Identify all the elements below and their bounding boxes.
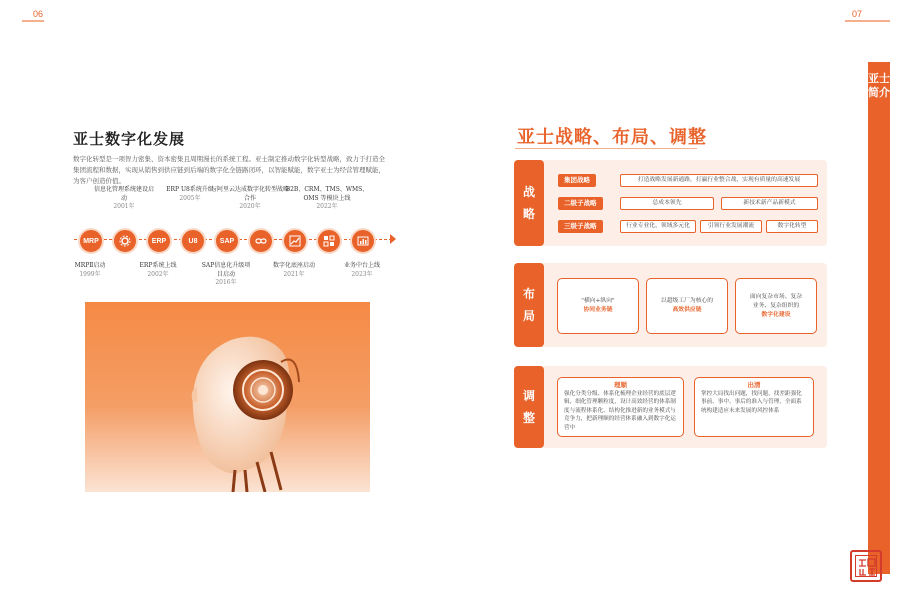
link-icon (248, 228, 274, 254)
layout-box-supply-chain: 以超级工厂为核心的 高效供应链 (646, 278, 728, 334)
secondary-strategy-item: 总成本领先 (620, 197, 714, 210)
digital-development-intro: 数字化转型是一项智力密集、资本密集且周期漫长的系统工程。亚士制定推动数字化转型战略，致力于打造全集团流程和数据，实现从销售到供应链到后端的数字化全链路闭环，以智能赋能，数字亚士为经营管理赋能，为客户创造价值。 (73, 155, 385, 185)
timeline-event-bottom: ERP系统上线 2002年 (139, 262, 177, 278)
seal-inner-frame (855, 555, 877, 577)
tertiary-strategy-tag: 三级子战略 (558, 220, 603, 233)
u8-icon: U8 (180, 228, 206, 254)
group-strategy-item: 打造战略发展新通路，打赢行业整合战，实现有质量的高速发展 (620, 174, 818, 187)
layout-box-digital-construction: 面向复杂市场、复杂 业务、复杂组织的 数字化建设 (735, 278, 817, 334)
layout-box-business-chain: "横向+纵向" 协同业务链 (557, 278, 639, 334)
erp-icon: ERP (146, 228, 172, 254)
timeline-event-top: ERP U8系统升级 2005年 (166, 186, 214, 202)
strategy-panel (514, 160, 827, 246)
timeline-arrow-icon (390, 234, 396, 244)
page-number-underline-left (22, 20, 44, 22)
layout-panel (514, 263, 827, 347)
timeline-event-top: B2B、CRM、TMS、WMS、OMS 等模块上线 2022年 (285, 186, 369, 210)
side-tab-label: 亚士简介 (868, 72, 890, 99)
adjust-box-streamline: 理顺 强化分类分级、体系化梳理企业经营的底层逻辑，细化管理颗粒度，设计高效经营的体系制度与流程体系化、结构化推进新的业务模式与竞争力，把新理顺的经营体系融入到数字化运营中 (557, 377, 684, 437)
adjust-label: 调 整 (514, 366, 544, 448)
chart-icon (282, 228, 308, 254)
title-underline (515, 148, 697, 149)
page-number-left: 06 (33, 9, 44, 19)
group-strategy-tag: 集团战略 (558, 174, 596, 187)
secondary-strategy-tag: 二级子战略 (558, 197, 603, 210)
tertiary-strategy-item: 行业专业化，领域多元化 (620, 220, 696, 233)
grid-icon (316, 228, 342, 254)
timeline-event-top: 与阿里云达成数字化转型战略合作 2020年 (210, 186, 289, 210)
seal-logo (850, 550, 882, 582)
timeline-event-bottom: 数字化底座启动 2021年 (272, 262, 315, 278)
dashboard-icon (350, 228, 376, 254)
mrp-icon: MRP (78, 228, 104, 254)
adjust-box-clearance: 出清 掌控大局找出问题，找问题，找差距强化事前、事中、事后的准入与管理，全面系统构建适应未来发展的风控体系 (694, 377, 814, 437)
timeline-event-bottom: MRPⅡ启动 1999年 (74, 262, 106, 278)
robot-head-image (85, 302, 370, 492)
adjust-panel (514, 366, 827, 448)
tertiary-strategy-item: 数字化转型 (766, 220, 818, 233)
page-number-underline-right (845, 20, 890, 22)
timeline-event-top: 信息化管理系统建设启动 2001年 (94, 186, 155, 210)
layout-label: 布 局 (514, 263, 544, 347)
side-section-tab (868, 62, 890, 574)
page-number-right: 07 (852, 9, 863, 19)
timeline-event-bottom: SAP信息化升级项目启动 2016年 (201, 262, 251, 286)
sap-icon: SAP (214, 228, 240, 254)
tertiary-strategy-item: 引领行业发展潮流 (700, 220, 762, 233)
gear-icon (112, 228, 138, 254)
digital-development-title: 亚士数字化发展 (73, 130, 186, 148)
strategy-section-title: 亚士战略、布局、调整 (517, 127, 707, 148)
digital-timeline (74, 225, 392, 255)
strategy-label: 战 略 (514, 160, 544, 246)
secondary-strategy-item: 新技术新产品新模式 (721, 197, 818, 210)
timeline-event-bottom: 业务中台上线 2023年 (343, 262, 380, 278)
